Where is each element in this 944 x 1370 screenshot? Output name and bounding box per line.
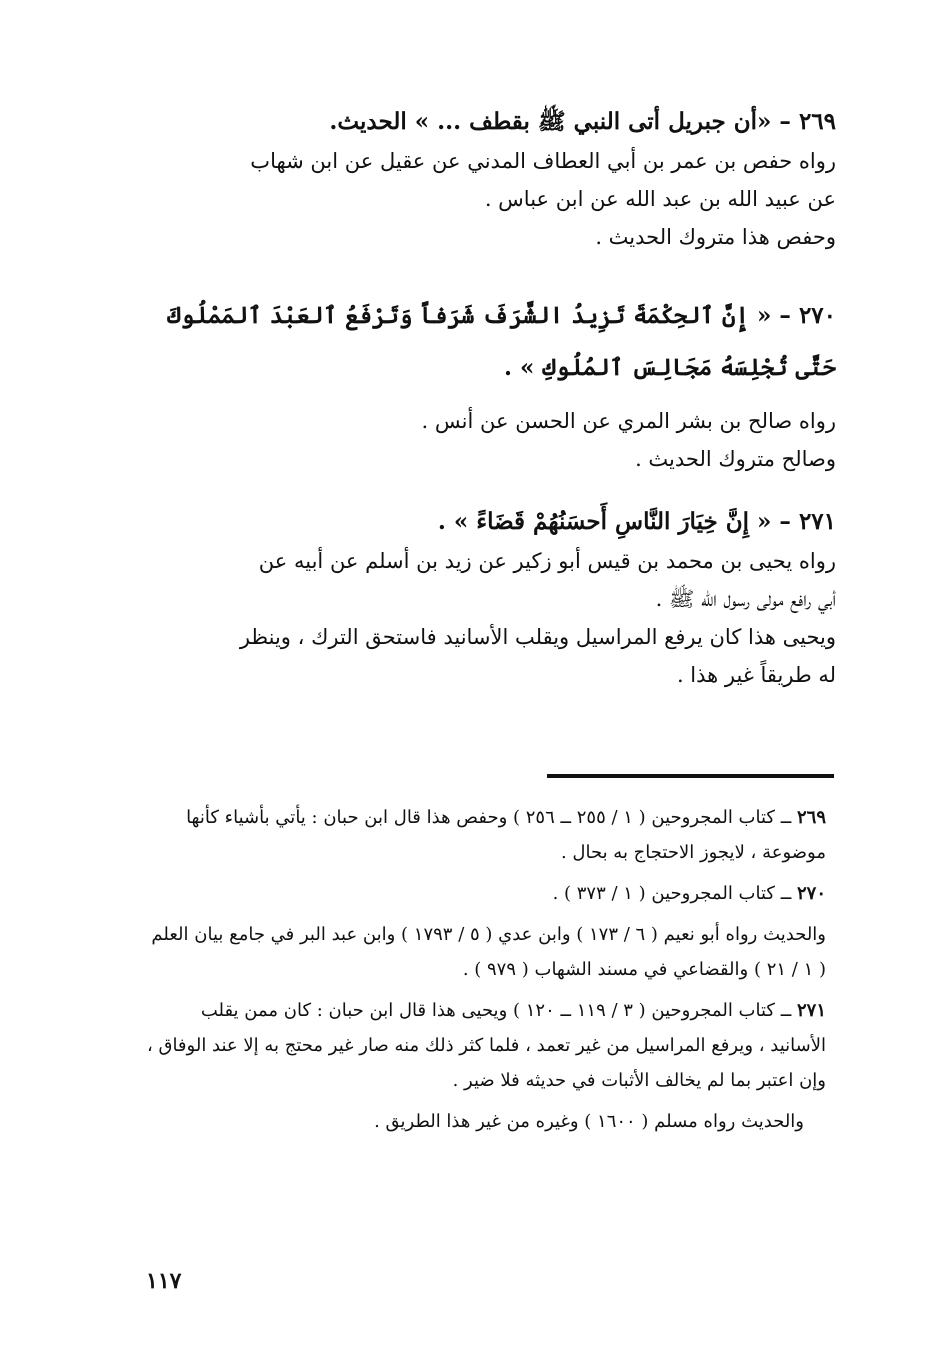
- hadith-270: [140, 290, 836, 478]
- hadith-text: «أن جبريل أتى النبي ﷺ بقطف ... » الحديث.: [329, 108, 772, 135]
- hadith-title: ٢٦٩ – «أن جبريل أتى النبي ﷺ بقطف ... » الحديث.: [329, 108, 836, 135]
- footnote-number: ٢٦٩: [796, 807, 826, 828]
- hadith-line: رواه صالح بن بشر المري عن الحسن عن أنس .: [421, 409, 836, 433]
- footnote: [140, 993, 826, 1098]
- page-number: ١١٧: [146, 1268, 182, 1294]
- footnote-text: ــ كتاب المجروحين ( ١ / ٢٥٥ ــ ٢٥٦ ) وحفص هذا قال ابن حبان : يأتي بأشياء كأنها موضوعة ، لايجوز الاحتجاج به بحال .: [186, 807, 826, 863]
- hadith-number: ٢٦٩: [798, 108, 836, 135]
- hadith-text: « إِنَّ ٱلحِكْمَةَ تَزِيدُ الشَّرَفَ شَرَفاً وَتَرْفَعُ ٱلعَبْدَ ٱلمَمْلُوكَ حَتَّى تُجْلِسَهُ مَجَالِسَ ٱلمُلُوكِ » .: [167, 302, 836, 381]
- hadith-271: [140, 502, 836, 694]
- hadith-line: رواه حفص بن عمر بن أبي العطاف المدني عن عقيل عن ابن شهاب: [250, 149, 836, 173]
- hadith-line: رواه يحيى بن محمد بن قيس أبو زكير عن زيد بن أسلم عن أبيه عن: [258, 549, 836, 573]
- footnotes: [140, 800, 826, 1145]
- footnote: [140, 1104, 826, 1139]
- hadith-line: وصالح متروك الحديث .: [635, 447, 836, 471]
- hadith-title: ٢٧٠ – « إِنَّ ٱلحِكْمَةَ تَزِيدُ الشَّرَفَ شَرَفاً وَتَرْفَعُ ٱلعَبْدَ ٱلمَمْلُوكَ حَتَّى تُجْلِسَهُ مَجَالِسَ ٱلمُلُوكِ » .: [167, 302, 836, 381]
- footnote: [140, 800, 826, 870]
- hadith-line: أبي رافع مولى رسول الله ﷺ .: [655, 587, 836, 611]
- hadith-269: [140, 102, 836, 256]
- hadith-line: ويحيى هذا كان يرفع المراسيل ويقلب الأسانيد فاستحق الترك ، وينظر: [239, 625, 836, 649]
- footnote-text: والحديث رواه أبو نعيم ( ٦ / ١٧٣ ) وابن عدي ( ٥ / ١٧٩٣ ) وابن عبد البر في جامع بيان العلم ( ١ / ٢١ ) والقضاعي في مسند الشهاب ( ٩٧٩ ) .: [151, 924, 826, 980]
- footnote: [140, 917, 826, 987]
- hadith-line: له طريقاً غير هذا .: [676, 663, 836, 687]
- hadith-line: وحفص هذا متروك الحديث .: [595, 225, 836, 249]
- hadith-number: ٢٧٠: [798, 302, 836, 329]
- hadith-title: ٢٧١ – « إِنَّ خِيَارَ النَّاسِ أَحسَنُهُمْ قَضَاءً » .: [437, 508, 836, 535]
- footnote: [140, 876, 826, 911]
- hadith-line: عن عبيد الله بن عبد الله عن ابن عباس .: [484, 187, 836, 211]
- footnote-number: ٢٧١: [796, 1000, 826, 1021]
- footnote-divider: [547, 774, 834, 778]
- hadith-text: « إِنَّ خِيَارَ النَّاسِ أَحسَنُهُمْ قَضَاءً » .: [437, 508, 772, 535]
- footnote-number: ٢٧٠: [796, 883, 826, 904]
- footnote-text: ــ كتاب المجروحين ( ٣ / ١١٩ ــ ١٢٠ ) ويحيى هذا قال ابن حبان : كان ممن يقلب الأسانيد ، ويرفع المراسيل من غير تعمد ، فلما كثر ذلك منه صار غير محتج به إلا عند الوفاق ، وإن اعتبر بما لم يخالف الأثبات في حديثه فلا ضير .: [146, 1000, 826, 1091]
- footnote-text: ــ كتاب المجروحين ( ١ / ٣٧٣ ) .: [552, 883, 792, 904]
- footnote-text: والحديث رواه مسلم ( ١٦٠٠ ) وغيره من غير هذا الطريق .: [374, 1111, 804, 1132]
- hadith-number: ٢٧١: [798, 508, 836, 535]
